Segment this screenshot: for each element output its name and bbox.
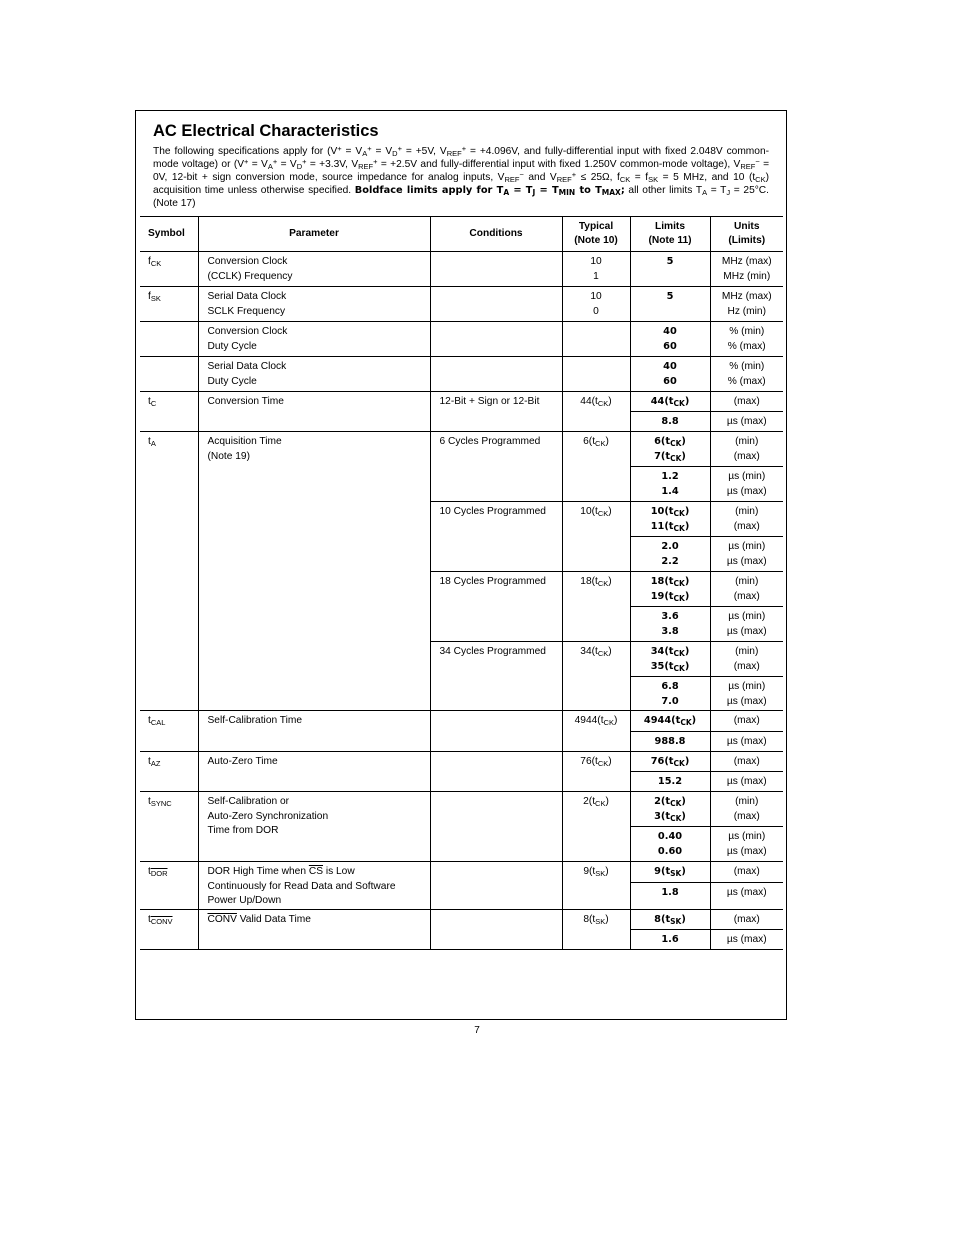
limits-cell: 1.2 1.4 (630, 467, 710, 502)
limits-cell: 15.2 (630, 772, 710, 792)
units-cell: (max) (710, 711, 783, 732)
typical-cell: $2(t_{CK})$ (562, 792, 630, 862)
symbol-cell (140, 357, 198, 392)
units-cell: µs (min) µs (max) (710, 677, 783, 711)
limits-cell: 2.0 2.2 (630, 537, 710, 572)
conditions-cell (430, 711, 562, 752)
limits-cell: $8(t_{SK})$ (630, 909, 710, 929)
header-conditions: Conditions (430, 217, 562, 252)
symbol-cell: $t_{\overline{DOR}}$ (140, 862, 198, 910)
typical-cell: $9(t_{SK})$ (562, 862, 630, 910)
header-limits: Limits (Note 11) (630, 217, 710, 252)
units-cell: µs (max) (710, 732, 783, 752)
units-cell: % (min) % (max) (710, 357, 783, 392)
units-cell: µs (max) (710, 929, 783, 949)
limits-cell: $76(t_{CK})$ (630, 752, 710, 772)
conditions-cell (430, 792, 562, 862)
units-cell: (min) (max) (710, 642, 783, 677)
limits-cell: 5 (630, 287, 710, 322)
limits-cell: $10(t_{CK})$ $11(t_{CK})$ (630, 502, 710, 537)
header-parameter: Parameter (198, 217, 430, 252)
limits-cell: 988.8 (630, 732, 710, 752)
table-row (140, 711, 783, 732)
table-row (140, 322, 783, 357)
limits-cell: $2(t_{CK})$ $3(t_{CK})$ (630, 792, 710, 827)
conditions-cell (430, 287, 562, 322)
units-cell: % (min) % (max) (710, 322, 783, 357)
units-cell: (min) (max) (710, 502, 783, 537)
units-cell: (max) (710, 752, 783, 772)
section-title: AC Electrical Characteristics (153, 122, 379, 140)
table-row (140, 392, 783, 412)
limits-cell: 1.6 (630, 929, 710, 949)
symbol-cell: $t_C$ (140, 392, 198, 432)
table-row (140, 909, 783, 929)
limits-cell: $4944(t_{CK})$ (630, 711, 710, 732)
conditions-cell (430, 909, 562, 949)
typical-cell: $34(t_{CK})$ (562, 642, 630, 711)
units-cell: µs (max) (710, 772, 783, 792)
table-row (140, 862, 783, 883)
conditions-cell: 34 Cycles Programmed (430, 642, 562, 711)
typical-cell: $8(t_{SK})$ (562, 909, 630, 949)
parameter-cell: Acquisition Time (Note 19) (198, 432, 430, 711)
limits-cell: 6.8 7.0 (630, 677, 710, 711)
limits-cell: 40 60 (630, 357, 710, 392)
limits-cell: 1.8 (630, 882, 710, 909)
units-cell: µs (max) (710, 412, 783, 432)
units-cell: (min) (max) (710, 432, 783, 467)
units-cell: µs (max) (710, 882, 783, 909)
limits-cell: $6(t_{CK})$ $7(t_{CK})$ (630, 432, 710, 467)
limits-cell: 5 (630, 252, 710, 287)
parameter-cell: Auto-Zero Time (198, 752, 430, 792)
conditions-cell: 12-Bit + Sign or 12-Bit (430, 392, 562, 432)
symbol-cell: $t_{CAL}$ (140, 711, 198, 752)
table-row (140, 357, 783, 392)
units-cell: MHz (max) MHz (min) (710, 252, 783, 287)
header-typical: Typical (Note 10) (562, 217, 630, 252)
conditions-cell (430, 252, 562, 287)
limits-cell: $18(t_{CK})$ $19(t_{CK})$ (630, 572, 710, 607)
typical-cell: $76(t_{CK})$ (562, 752, 630, 792)
parameter-cell: Serial Data Clock Duty Cycle (198, 357, 430, 392)
units-cell: (max) (710, 862, 783, 883)
units-cell: (max) (710, 909, 783, 929)
table-row (140, 432, 783, 467)
units-cell: µs (min) µs (max) (710, 827, 783, 862)
table-row (140, 252, 783, 287)
table-row (140, 752, 783, 772)
typical-cell: $18(t_{CK})$ (562, 572, 630, 642)
conditions-cell (430, 357, 562, 392)
conditions-cell (430, 862, 562, 910)
parameter-cell: CONV Valid Data Time (198, 909, 430, 949)
units-cell: µs (min) µs (max) (710, 467, 783, 502)
conditions-cell: 6 Cycles Programmed (430, 432, 562, 502)
limits-cell: $44(t_{CK})$ (630, 392, 710, 412)
symbol-cell (140, 322, 198, 357)
page-number: 7 (474, 1025, 480, 1036)
limits-cell: 0.40 0.60 (630, 827, 710, 862)
header-symbol: Symbol (140, 217, 198, 252)
symbol-cell: $t_{AZ}$ (140, 752, 198, 792)
units-cell: µs (min) µs (max) (710, 607, 783, 642)
symbol-cell: $f_{CK}$ (140, 252, 198, 287)
typical-cell (562, 357, 630, 392)
conditions-cell: 10 Cycles Programmed (430, 502, 562, 572)
limits-cell: $9(t_{SK})$ (630, 862, 710, 883)
conditions-cell (430, 752, 562, 792)
parameter-cell: Conversion Clock (CCLK) Frequency (198, 252, 430, 287)
units-cell: MHz (max) Hz (min) (710, 287, 783, 322)
typical-cell: $4944(t_{CK})$ (562, 711, 630, 752)
typical-cell: $10(t_{CK})$ (562, 502, 630, 572)
typical-cell: 10 1 (562, 252, 630, 287)
limits-cell: 40 60 (630, 322, 710, 357)
symbol-cell: $t_{SYNC}$ (140, 792, 198, 862)
parameter-cell: Self-Calibration Time (198, 711, 430, 752)
symbol-cell: $t_A$ (140, 432, 198, 711)
units-cell: (max) (710, 392, 783, 412)
conditions-cell (430, 322, 562, 357)
typical-cell: $6(t_{CK})$ (562, 432, 630, 502)
symbol-cell: $f_{SK}$ (140, 287, 198, 322)
limits-cell: $34(t_{CK})$ $35(t_{CK})$ (630, 642, 710, 677)
parameter-cell: Self-Calibration or Auto-Zero Synchronization Time from DOR (198, 792, 430, 862)
conditions-paragraph: The following specifications apply for ($V^+ = V_A^+ = V_D^+ = +5V$, $V_{REF}^+ = +4.096V$, and fully-differential input with fixed 2.048V common-mode voltage) or ($V^+ = V_A^+ = V_D^+ = +3.3V$, $V_{REF}^+ = +2.5V$ and fully-differential input with fixed 1.250V common-mode voltage), $V_{REF}^- = 0V$, 12-bit + sign conversion mode, source impedance for analog inputs, $V_{REF}^-$ and $V_{REF}^+ \le 25\Omega$, $f_{CK} = f_{SK} = 5$ MHz, and 10 $(t_{CK})$ acquisition time unless otherwise specified. Boldface limits apply for $T_A = T_J = T_{MIN}$ to $T_{MAX}$; all other limits $T_A = T_J = 25^\circ C$. (Note 17) (153, 144, 770, 209)
typical-cell: 10 0 (562, 287, 630, 322)
units-cell: µs (min) µs (max) (710, 537, 783, 572)
conditions-cell: 18 Cycles Programmed (430, 572, 562, 642)
units-cell: (min) (max) (710, 572, 783, 607)
table-row (140, 792, 783, 827)
parameter-cell: Serial Data Clock SCLK Frequency (198, 287, 430, 322)
typical-cell (562, 322, 630, 357)
parameter-cell: Conversion Time (198, 392, 430, 432)
parameter-cell: Conversion Clock Duty Cycle (198, 322, 430, 357)
ac-characteristics-table (140, 216, 783, 950)
table-header-row (140, 217, 783, 252)
units-cell: (min) (max) (710, 792, 783, 827)
typical-cell: $44(t_{CK})$ (562, 392, 630, 432)
header-units: Units (Limits) (710, 217, 783, 252)
parameter-cell: DOR High Time when $\overline{CS}$ is Low Continuously for Read Data and Software Power Up/Down (198, 862, 430, 910)
limits-cell: 3.6 3.8 (630, 607, 710, 642)
limits-cell: 8.8 (630, 412, 710, 432)
table-row (140, 287, 783, 322)
symbol-cell: $t_{CONV}$ (140, 909, 198, 949)
